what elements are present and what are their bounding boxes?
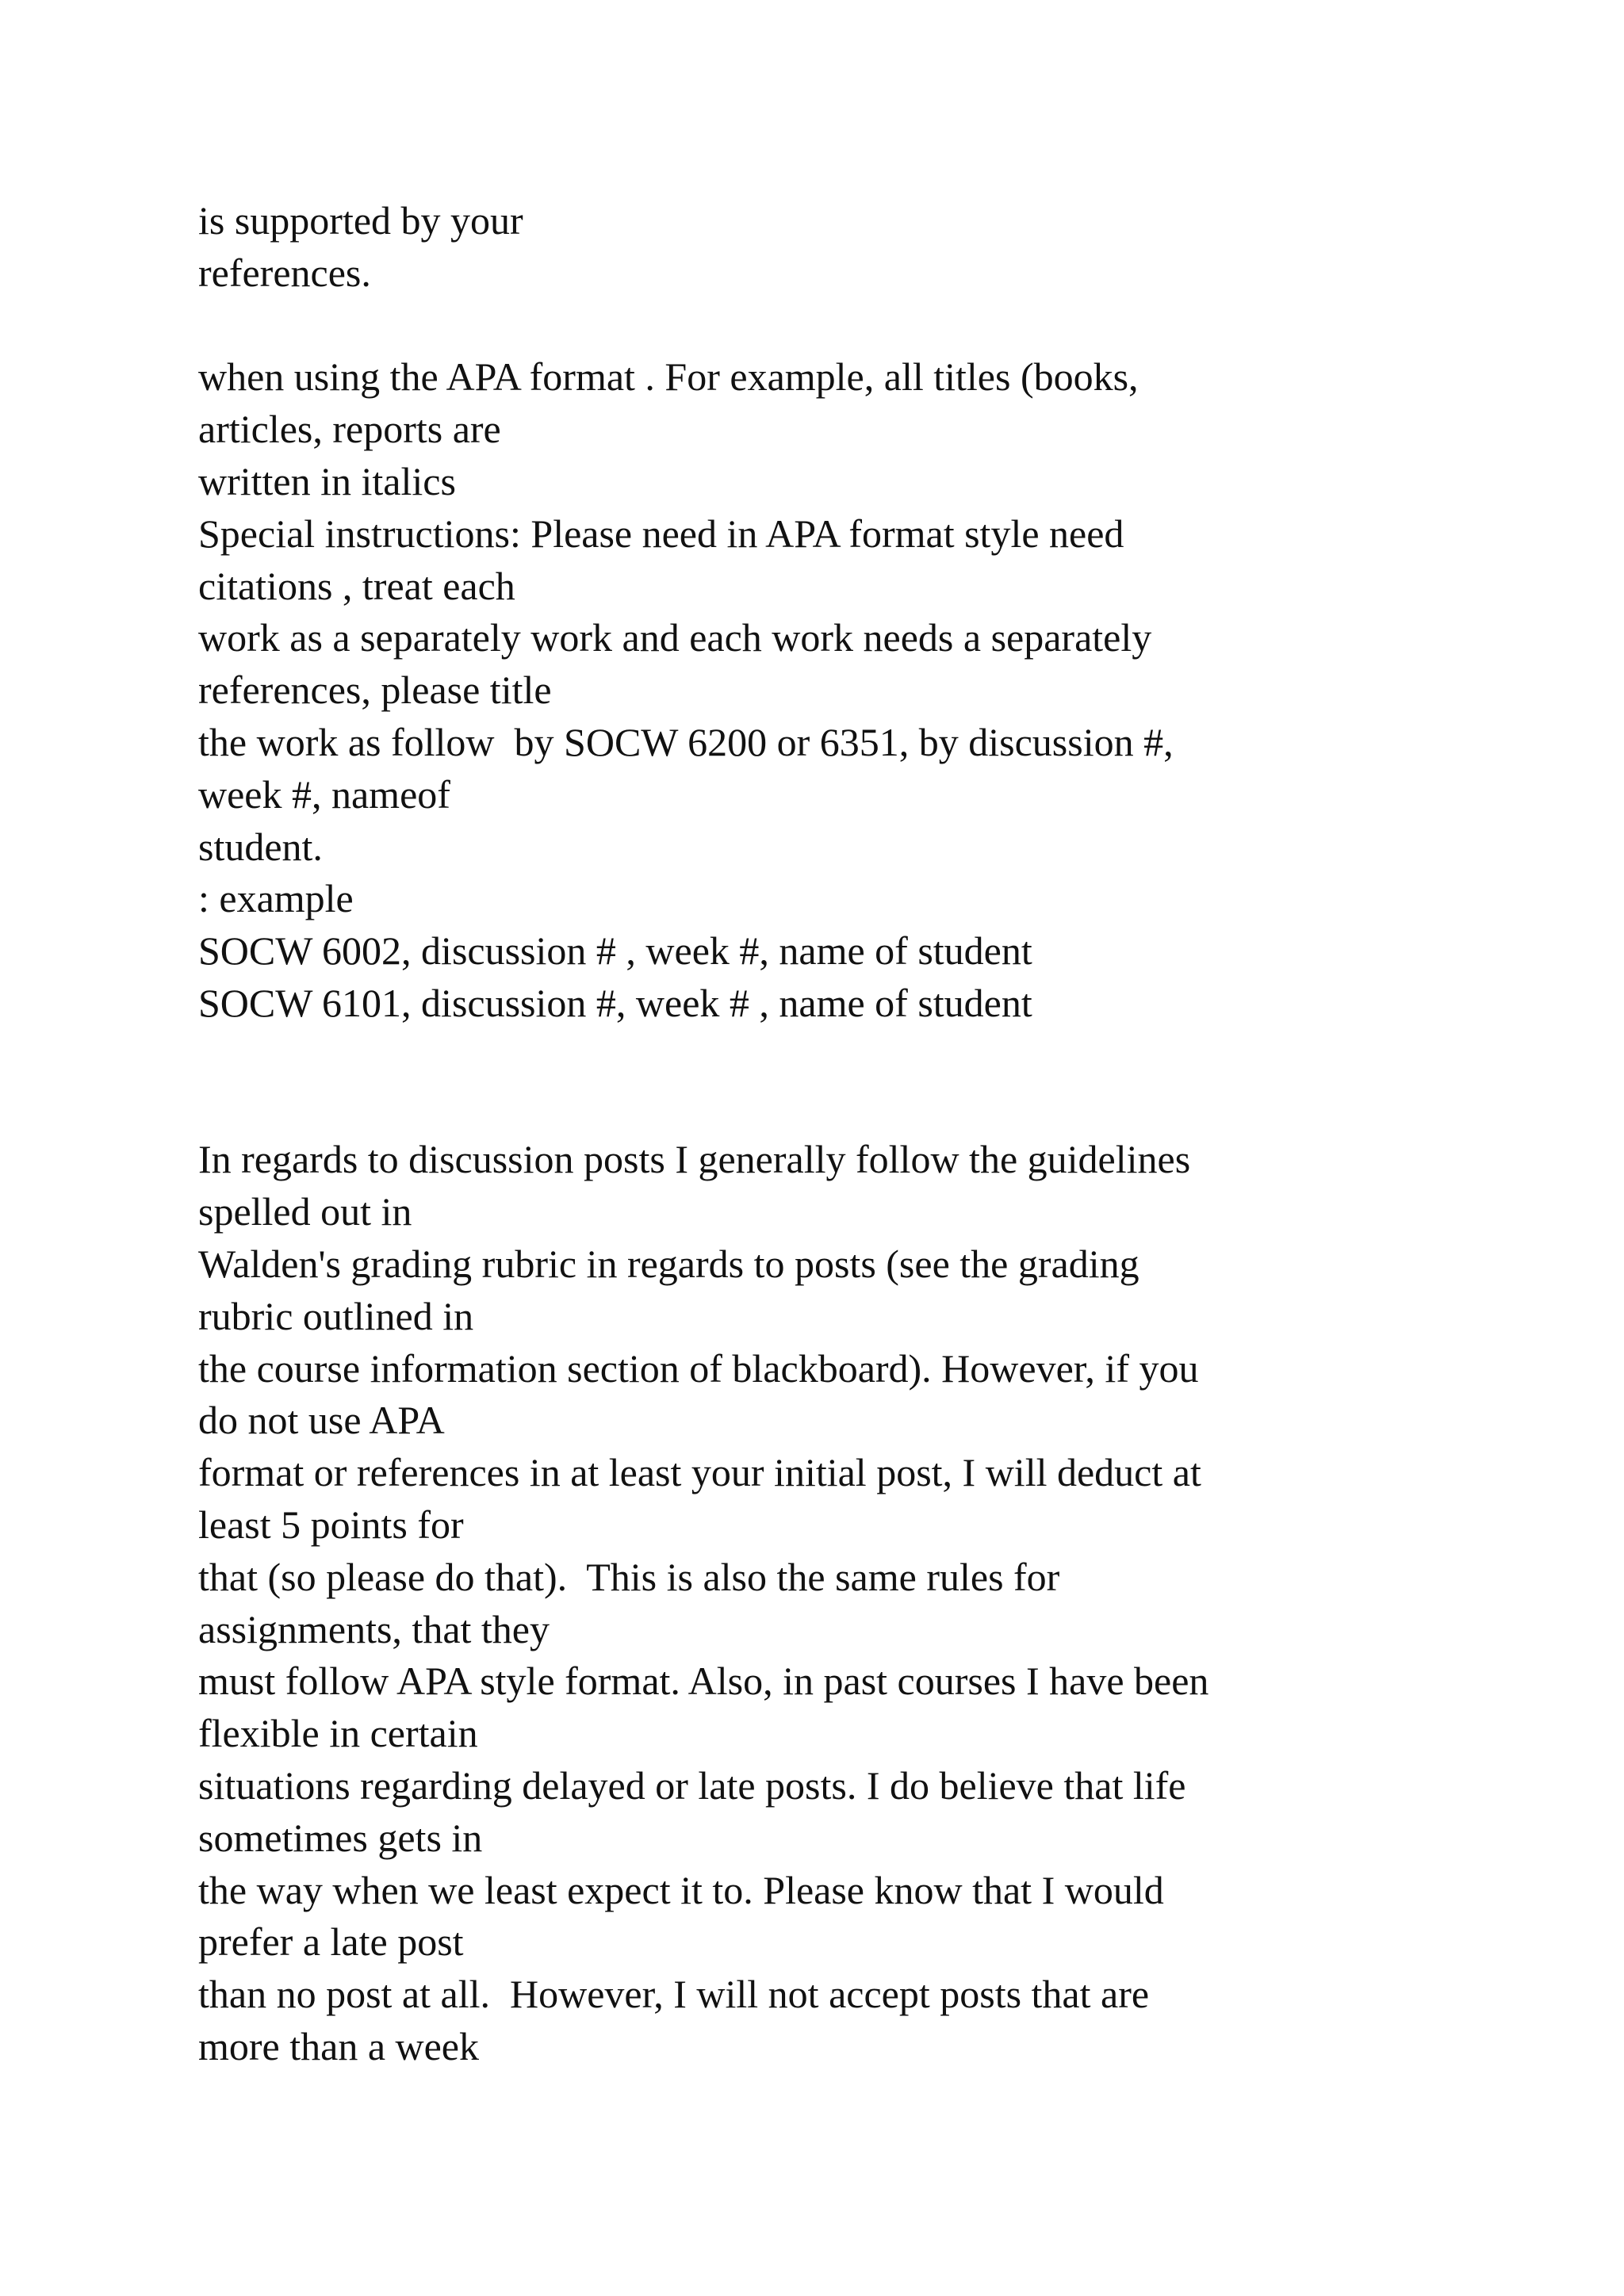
text-line: In regards to discussion posts I generally follow the guidelines	[198, 1137, 1191, 1182]
text-line: assignments, that they	[198, 1606, 550, 1651]
text-line: citations , treat each	[198, 563, 515, 608]
text-line: format or references in at least your initial post, I will deduct at	[198, 1450, 1201, 1495]
text-line: references, please title	[198, 668, 552, 713]
text-line: the way when we least expect it to. Please know that I would	[198, 1867, 1164, 1912]
text-line: Special instructions: Please need in APA format style need	[198, 511, 1124, 556]
text-line: written in italics	[198, 458, 456, 503]
blank-line	[198, 300, 1546, 352]
text-line: : example	[198, 876, 354, 921]
blank-line	[198, 1082, 1546, 1135]
text-line: Walden's grading rubric in regards to posts (see the grading	[198, 1241, 1139, 1286]
text-line: is supported by your	[198, 198, 523, 243]
text-line: student.	[198, 824, 323, 869]
text-line: rubric outlined in	[198, 1293, 474, 1338]
text-line: work as a separately work and each work needs a separately	[198, 615, 1152, 660]
text-line: spelled out in	[198, 1189, 412, 1234]
text-line: SOCW 6002, discussion # , week #, name of student	[198, 928, 1032, 974]
text-line: the course information section of blackboard). However, if you	[198, 1345, 1199, 1391]
text-line: articles, reports are	[198, 407, 501, 452]
text-line: least 5 points for	[198, 1502, 464, 1547]
text-line: SOCW 6101, discussion #, week # , name of student	[198, 980, 1032, 1025]
document-body	[198, 195, 1546, 2073]
text-line: the work as follow by SOCW 6200 or 6351, by discussion #,	[198, 719, 1174, 764]
text-line: sometimes gets in	[198, 1815, 483, 1860]
text-line: that (so please do that). This is also the same rules for	[198, 1554, 1060, 1599]
text-line: do not use APA	[198, 1398, 445, 1443]
text-line: situations regarding delayed or late posts. I do believe that life	[198, 1762, 1186, 1808]
text-line: when using the APA format . For example, all titles (books,	[198, 354, 1139, 400]
text-line: more than a week	[198, 2023, 480, 2068]
blank-line	[198, 1030, 1546, 1082]
text-line: flexible in certain	[198, 1711, 478, 1756]
text-line: than no post at all. However, I will not accept posts that are	[198, 1972, 1150, 2017]
text-line: week #, nameof	[198, 771, 450, 817]
text-line: prefer a late post	[198, 1919, 464, 1965]
text-line: must follow APA style format. Also, in past courses I have been	[198, 1659, 1209, 1704]
text-line: references.	[198, 250, 371, 295]
